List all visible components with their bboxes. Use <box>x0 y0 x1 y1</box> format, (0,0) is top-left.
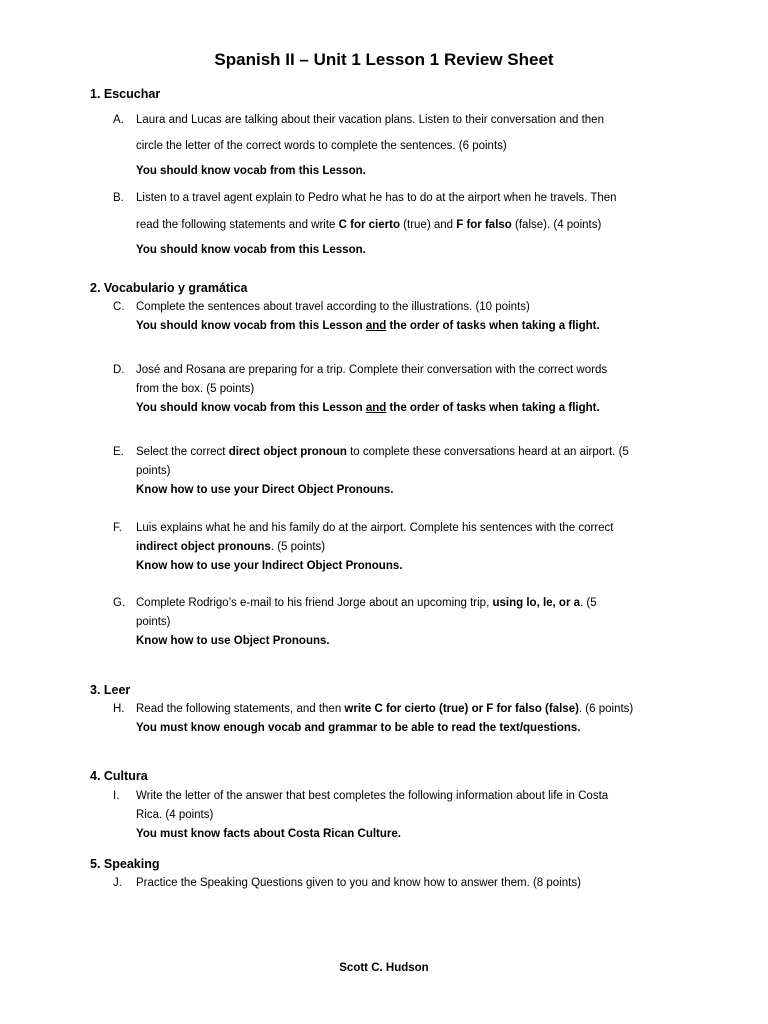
item-text-line: Laura and Lucas are talking about their vacation plans. Listen to their conversation and then <box>136 114 604 126</box>
item-note: Know how to use Object Pronouns. <box>136 635 330 647</box>
item-marker: E. <box>113 446 124 458</box>
item-note <box>136 320 684 332</box>
item-text-line: points) <box>136 616 171 628</box>
text-run: . (5 points) <box>270 541 326 553</box>
item-text-line: Luis explains what he and his family do at the airport. Complete his sentences with the correct <box>136 522 614 534</box>
item-marker: H. <box>113 703 125 715</box>
item-text-line <box>136 446 684 465</box>
item-marker: G. <box>113 597 126 609</box>
item-text-line <box>136 703 684 722</box>
text-run: (false). (4 points) <box>511 219 602 231</box>
text-run-bold: write C for cierto (true) or F for falso (false) <box>344 703 579 715</box>
item-note: Know how to use your Direct Object Pronouns. <box>136 484 394 496</box>
item-note: You must know facts about Costa Rican Culture. <box>136 828 401 840</box>
text-run-bold: C for cierto <box>338 219 400 231</box>
text-run-underlined: and <box>365 402 387 414</box>
item-marker: F. <box>113 522 122 534</box>
item-text-line: José and Rosana are preparing for a trip. Complete their conversation with the correct words <box>136 364 608 376</box>
item-text-line: from the box. (5 points) <box>136 383 255 395</box>
footer-author: Scott C. Hudson <box>339 962 429 974</box>
item-text-line <box>136 541 684 560</box>
text-run: You should know vocab from this Lesson <box>136 320 366 332</box>
item-note: Know how to use your Indirect Object Pronouns. <box>136 560 403 572</box>
item-text-line: circle the letter of the correct words to complete the sentences. (6 points) <box>136 140 507 152</box>
item-note <box>136 402 684 414</box>
page-title: Spanish II – Unit 1 Lesson 1 Review Sheet <box>214 50 554 69</box>
item-text-line: Complete the sentences about travel according to the illustrations. (10 points) <box>136 301 530 313</box>
section-heading-cultura: 4. Cultura <box>90 769 148 783</box>
text-run: to complete these conversations heard at an airport. (5 <box>346 446 629 458</box>
item-marker: C. <box>113 301 125 313</box>
item-marker: I. <box>113 790 120 802</box>
section-heading-escuchar: 1. Escuchar <box>90 87 161 101</box>
text-run: You should know vocab from this Lesson <box>136 402 366 414</box>
text-run: the order of tasks when taking a flight. <box>386 320 600 332</box>
item-text-line: Rica. (4 points) <box>136 809 214 821</box>
item-text-line: points) <box>136 465 171 477</box>
text-run: . (5 <box>580 597 597 609</box>
text-run: read the following statements and write <box>136 219 339 231</box>
item-note: You should know vocab from this Lesson. <box>136 244 366 256</box>
text-run: the order of tasks when taking a flight. <box>386 402 600 414</box>
text-run-bold: indirect object pronouns <box>136 541 271 553</box>
text-run-bold: using lo, le, or a <box>492 597 581 609</box>
text-run: (true) and <box>399 219 457 231</box>
text-run: Complete Rodrigo’s e-mail to his friend Jorge about an upcoming trip, <box>136 597 493 609</box>
section-heading-speaking: 5. Speaking <box>90 857 160 871</box>
item-text-line <box>136 597 684 616</box>
item-marker: D. <box>113 364 125 376</box>
text-run: . (6 points) <box>578 703 634 715</box>
section-heading-leer: 3. Leer <box>90 683 131 697</box>
section-heading-vocabulario: 2. Vocabulario y gramática <box>90 281 248 295</box>
text-run-bold: F for falso <box>456 219 512 231</box>
item-text-line: Listen to a travel agent explain to Pedro what he has to do at the airport when he travels. Then <box>136 192 617 204</box>
text-run: Read the following statements, and then <box>136 703 345 715</box>
item-note: You must know enough vocab and grammar to be able to read the text/questions. <box>136 722 581 734</box>
item-text-line: Write the letter of the answer that best completes the following information about life in Costa <box>136 790 609 802</box>
item-marker: J. <box>113 877 122 889</box>
text-run-underlined: and <box>365 320 387 332</box>
text-run: Select the correct <box>136 446 229 458</box>
item-marker: A. <box>113 114 124 126</box>
text-run-bold: direct object pronoun <box>228 446 347 458</box>
item-text-line: Practice the Speaking Questions given to you and know how to answer them. (8 points) <box>136 877 581 889</box>
item-text-line <box>136 219 684 244</box>
item-marker: B. <box>113 192 124 204</box>
item-note: You should know vocab from this Lesson. <box>136 165 366 177</box>
